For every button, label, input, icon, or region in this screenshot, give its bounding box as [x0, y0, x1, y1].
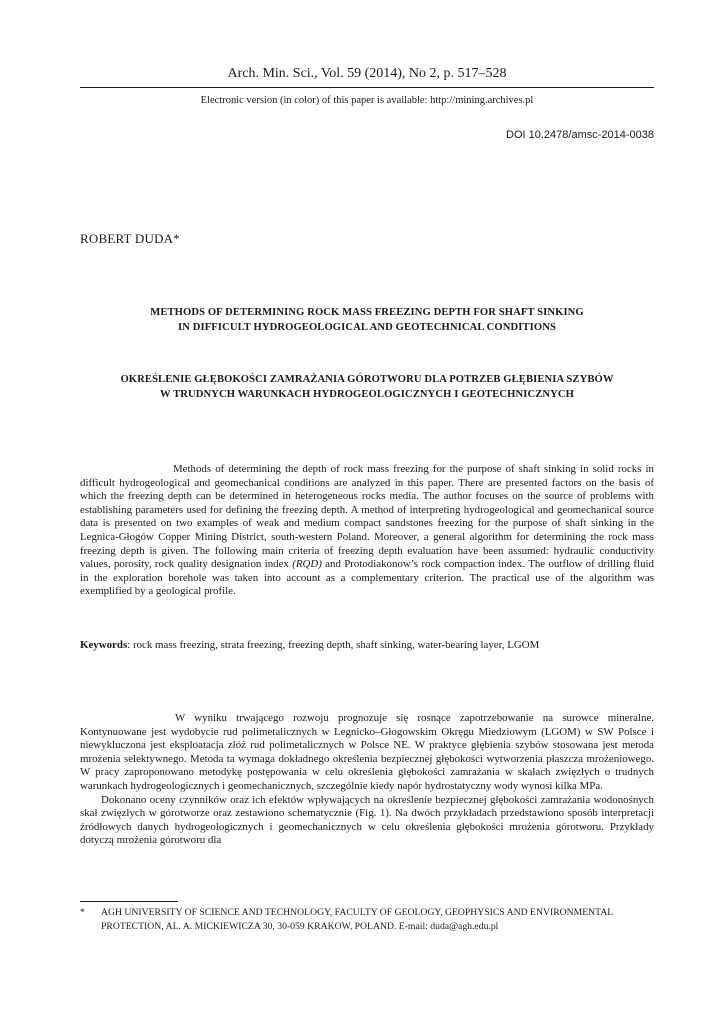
- electronic-version-note: Electronic version (in color) of this paper is available: http://mining.archives.pl: [200, 95, 534, 106]
- title-english-line-2: IN DIFFICULT HYDROGEOLOGICAL AND GEOTECHNICAL CONDITIONS: [178, 321, 556, 333]
- abstract-polish-paragraph-2: Dokonano oceny czynników oraz ich efektów wpływających na określenie bezpiecznej głębokości zamrażania wodonośnych skał zwięzłych w górotworze oraz zestawiono schematycznie (Fig. 1). Na dwóch przykładach przedstawiono sposób interpretacji źródłowych danych hydrogeologicznych i geomechanicznych w celu określenia głębokości mrożenia górotworu. Przykłady dotyczą mrożenia górotworu dla: [80, 793, 654, 847]
- abstract-english-paragraph: [80, 463, 654, 599]
- header-rule: [80, 87, 654, 88]
- abstract-polish: [80, 712, 654, 848]
- footnote-affiliation: AGH UNIVERSITY OF SCIENCE AND TECHNOLOGY, FACULTY OF GEOLOGY, GEOPHYSICS AND ENVIRONMENTAL PROTECTION, AL. A. MICKIEWICZA 30, 30-059 KRAKOW, POLAND. E-mail: duda@agh.edu.pl: [101, 907, 613, 932]
- title-english-line-1: METHODS OF DETERMINING ROCK MASS FREEZING DEPTH FOR SHAFT SINKING: [150, 307, 584, 318]
- abstract-english-text-1: Methods of determining the depth of rock mass freezing for the purpose of shaft sinking in solid rocks in difficult hydrogeological and geomechanical conditions are analyzed in this paper. There are presented factors on the basis of which the freezing depth can be determined in heterogeneous rocks media. The author focuses on the source of problems with establishing parameters used for defining the freezing depth. A method of interpreting hydrogeological and geomechanical source data is presented on two examples of weak and medium compact sandstones freezing for the purpose of shaft sinking in the Legnica-Głogów Copper Mining District, south-western Poland. Moreover, a general algorithm for determining the rock mass freezing depth is given. The following main criteria of freezing depth evaluation have been assumed: hydraulic conductivity values, porosity, rock quality designation index: [80, 463, 654, 571]
- abstract-english-text-2: and Protodiakonow’s rock compaction index. The outflow of drilling fluid in the exploration borehole was taken into account as a complementary criterion. The practical use of the algorithm was exemplified by a geological profile.: [80, 558, 654, 598]
- abstract-english: [80, 463, 654, 599]
- title-polish-line-2: W TRUDNYCH WARUNKACH HYDROGEOLOGICZNYCH I GEOTECHNICZNYCH: [160, 388, 574, 400]
- keywords: [80, 638, 654, 652]
- author-name: ROBERT DUDA*: [80, 231, 180, 246]
- footnote-rule: [80, 901, 178, 902]
- journal-citation: Arch. Min. Sci., Vol. 59 (2014), No 2, p. 517–528: [227, 66, 507, 81]
- footnote-mark: *: [80, 907, 85, 918]
- rqd-abbreviation: (RQD): [292, 558, 322, 571]
- abstract-polish-paragraph-1: W wyniku trwającego rozwoju prognozuje się rosnące zapotrzebowanie na surowce mineralne. Kontynuowane jest wydobycie rud polimetalicznych w Legnicko–Głogowskim Okręgu Miedziowym (LGOM) w SW Polsce i niewykluczona jest eksploatacja złóż rud polimetalicznych w Polsce NE. W praktyce głębienia szybów stosowana jest metoda mrożenia selektywnego. Metoda ta wymaga dokładnego określenia bezpiecznej głębokości wytworzenia płaszcza mrożeniowego. W pracy zaproponowano metodykę postępowania w celu określenia głębokości zamrażania w skałach zwięzłych o trudnych warunkach hydrogeologicznych i geomechanicznych, szczególnie kiedy napór hydrostatyczny wody wynosi kilka MPa.: [80, 712, 654, 792]
- keywords-label: Keywords: [80, 639, 128, 651]
- doi: DOI 10.2478/amsc-2014-0038: [506, 129, 654, 141]
- title-polish-line-1: OKREŚLENIE GŁĘBOKOŚCI ZAMRAŻANIA GÓROTWORU DLA POTRZEB GŁĘBIENIA SZYBÓW: [120, 374, 614, 385]
- keywords-list: : rock mass freezing, strata freezing, freezing depth, shaft sinking, water-bearing layer, LGOM: [127, 639, 540, 651]
